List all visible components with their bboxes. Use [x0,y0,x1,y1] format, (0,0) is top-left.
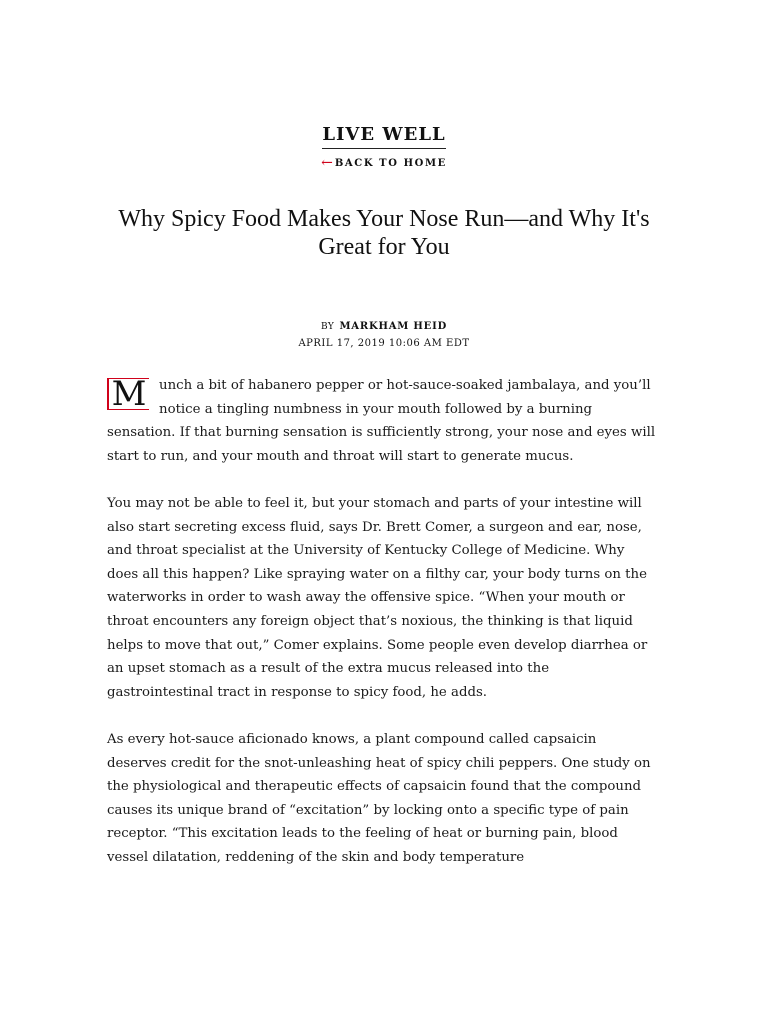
author-line [0,314,768,333]
article-headline: Why Spicy Food Makes Your Nose Run—and Why It's Great for You [118,206,650,260]
article-paragraph: You may not be able to feel it, but your stomach and parts of your intestine will also start secreting excess fluid, says Dr. Brett Comer, a surgeon and ear, nose, and throat specialist at the University of Kentucky College of Medicine. Why does all this happen? Like spraying water on a filthy car, your body turns on the waterworks in order to wash away the offensive spice. “When your mouth or throat encounters any foreign object that’s noxious, the thinking is that liquid helps to move that out,” Comer explains. Some people even develop diarrhea or an upset stomach as a result of the extra mucus released into the gastrointestinal tract in response to spicy food, he adds. [107,495,648,700]
back-link-label: BACK TO HOME [334,158,447,169]
section-title[interactable]: LIVE WELL [322,124,445,149]
author-name[interactable]: MARKHAM HEID [339,321,448,332]
byline [0,314,768,349]
byline-prefix: BY [320,322,335,332]
drop-cap: M [107,378,149,410]
back-arrow-icon: ← [321,155,333,171]
paragraph-text: unch a bit of habanero pepper or hot-sauce-soaked jambalaya, and you’ll notice a tingling numbness in your mouth followed by a burning sensation. If that burning sensation is sufficiently strong, your nose and eyes will start to run, and your mouth and throat will start to generate mucus. [107,378,656,464]
publish-timestamp: APRIL 17, 2019 10:06 AM EDT [298,338,470,349]
article-paragraph [107,374,659,468]
back-to-home-link[interactable] [0,155,768,171]
article-body [107,374,659,893]
section-header [0,124,768,171]
article-paragraph: As every hot-sauce aficionado knows, a plant compound called capsaicin deserves credit for the snot-unleashing heat of spicy chili peppers. One study on the physiological and therapeutic effects of capsaicin found that the compound causes its unique brand of “excitation” by locking onto a specific type of pain receptor. “This excitation leads to the feeling of heat or burning pain, blood vessel dilatation, reddening of the skin and body temperature [107,731,651,865]
